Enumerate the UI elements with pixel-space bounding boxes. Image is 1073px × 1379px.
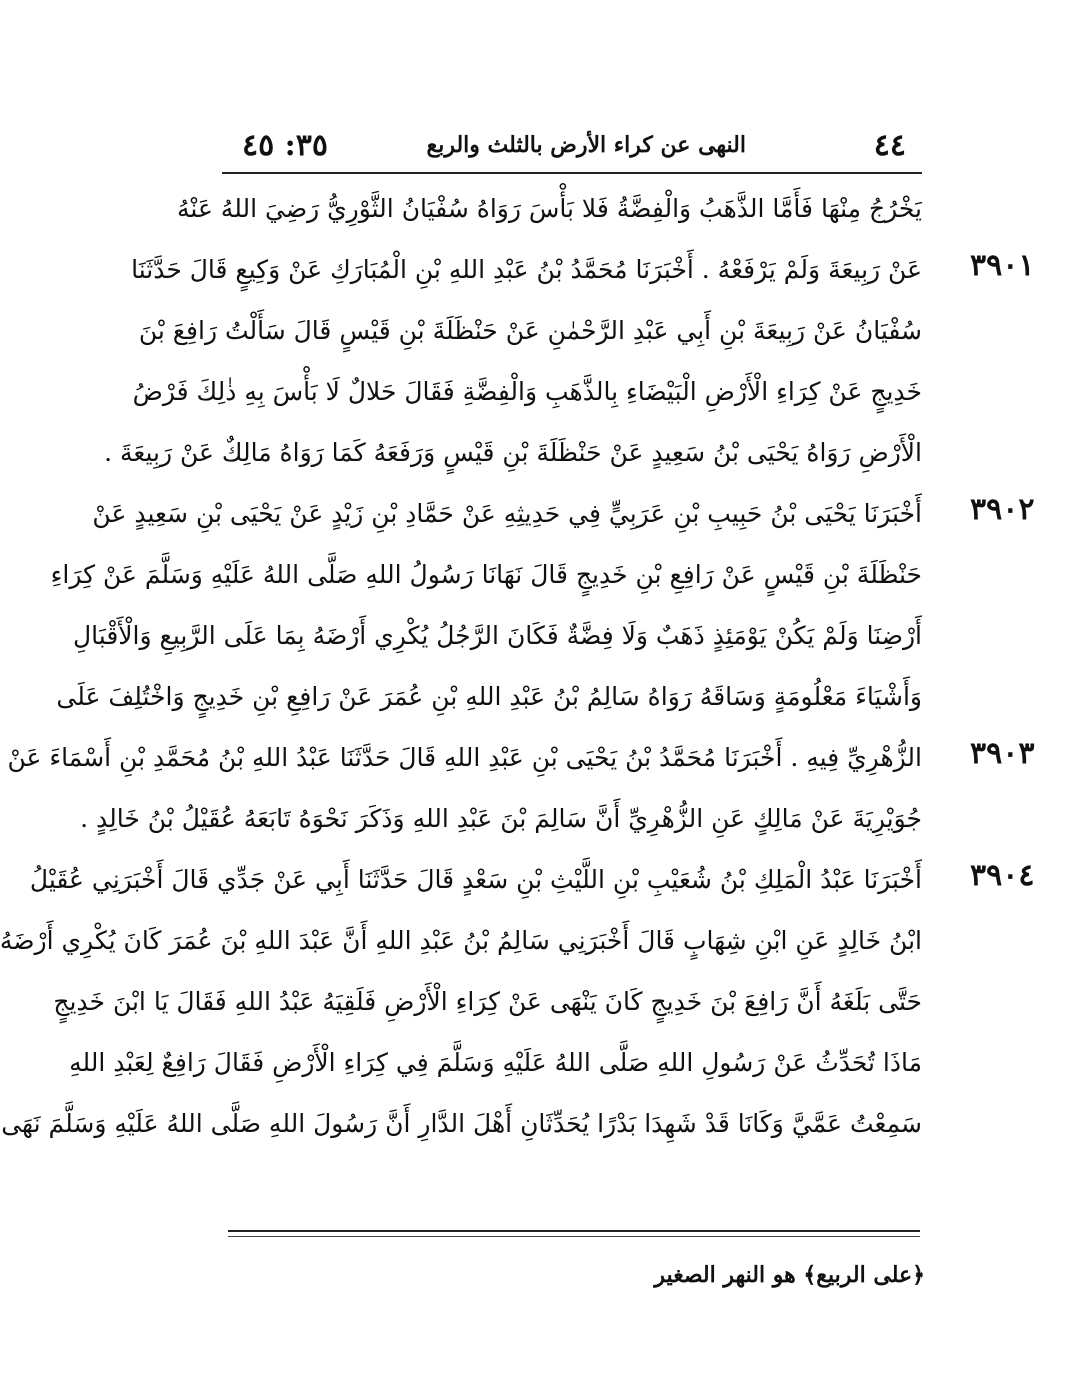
text-line: جُوَيْرِيَةَ عَنْ مَالِكٍ عَنِ الزُّهْرِيِّ أَنَّ سَالِمَ بْنَ عَبْدِ اللهِ وَذَكَرَ نَحْوَهُ تَابَعَهُ عُقَيْلُ بْنُ خَالِدٍ . xyxy=(80,804,922,833)
text-line: عَنْ رَبِيعَةَ وَلَمْ يَرْفَعْهُ . أَخْبَرَنَا مُحَمَّدُ بْنُ عَبْدِ اللهِ بْنِ الْمُبَارَكِ عَنْ وَكِيعٍ قَالَ حَدَّثَنَا xyxy=(131,255,922,284)
main-text xyxy=(0,178,922,1154)
footnote-rule xyxy=(228,1230,920,1232)
text-line: أَرْضِنَا وَلَمْ يَكُنْ يَوْمَئِذٍ ذَهَبٌ وَلَا فِضَّةٌ فَكَانَ الرَّجُلُ يُكْرِي أَرْضَهُ بِمَا عَلَى الرَّبِيعِ وَالْأَقْبَالِ xyxy=(73,621,922,650)
page-number: ٤٤ xyxy=(873,128,906,163)
hadith-number: ٣٩٠٣ xyxy=(970,736,1035,771)
hadith-number: ٣٩٠٤ xyxy=(970,858,1035,893)
text-line: خَدِيجٍ عَنْ كِرَاءِ الْأَرْضِ الْبَيْضَاءِ بِالذَّهَبِ وَالْفِضَّةِ فَقَالَ حَلالٌ لَا بَأْسَ بِهِ ذٰلِكَ فَرْضُ xyxy=(132,377,922,406)
text-line: أَخْبَرَنَا يَحْيَى بْنُ حَبِيبِ بْنِ عَرَبِيٍّ فِي حَدِيثِهِ عَنْ حَمَّادِ بْنِ زَيْدٍ عَنْ يَحْيَى بْنِ سَعِيدٍ عَنْ xyxy=(92,499,922,528)
running-title: النهى عن كراء الأرض بالثلث والربع xyxy=(426,132,746,158)
header-rule xyxy=(222,172,922,174)
text-line: الزُّهْرِيِّ فِيهِ . أَخْبَرَنَا مُحَمَّدُ بْنُ يَحْيَى بْنِ عَبْدِ اللهِ قَالَ حَدَّثَنَا عَبْدُ اللهِ بْنُ مُحَمَّدِ بْنِ أَسْمَاءَ عَنْ xyxy=(7,743,922,772)
text-line: مَاذَا تُحَدِّثُ عَنْ رَسُولِ اللهِ صَلَّى اللهُ عَلَيْهِ وَسَلَّمَ فِي كِرَاءِ الْأَرْضِ فَقَالَ رَافِعٌ لِعَبْدِ اللهِ xyxy=(69,1048,922,1077)
text-line: سُفْيَانُ عَنْ رَبِيعَةَ بْنِ أَبِي عَبْدِ الرَّحْمٰنِ عَنْ حَنْظَلَةَ بْنِ قَيْسٍ قَالَ سَأَلْتُ رَافِعَ بْنَ xyxy=(138,316,922,345)
text-line: ابْنُ خَالِدٍ عَنِ ابْنِ شِهَابٍ قَالَ أَخْبَرَنِي سَالِمُ بْنُ عَبْدِ اللهِ أَنَّ عَبْدَ اللهِ بْنَ عُمَرَ كَانَ يُكْرِي أَرْضَهُ xyxy=(0,926,922,955)
hadith-number: ٣٩٠١ xyxy=(970,248,1035,283)
text-line: حَتَّى بَلَغَهُ أَنَّ رَافِعَ بْنَ خَدِيجٍ كَانَ يَنْهَى عَنْ كِرَاءِ الْأَرْضِ فَلَقِيَهُ عَبْدُ اللهِ فَقَالَ يَا ابْنَ خَدِيجٍ xyxy=(53,987,922,1016)
text-line: الْأَرْضِ رَوَاهُ يَحْيَى بْنُ سَعِيدٍ عَنْ حَنْظَلَةَ بْنِ قَيْسٍ وَرَفَعَهُ كَمَا رَوَاهُ مَالِكٌ عَنْ رَبِيعَةَ . xyxy=(104,438,922,467)
chapter-reference: ٣٥: ٤٥ xyxy=(242,128,328,163)
text-line: أَخْبَرَنَا عَبْدُ الْمَلِكِ بْنُ شُعَيْبِ بْنِ اللَّيْثِ بْنِ سَعْدٍ قَالَ حَدَّثَنَا أَبِي عَنْ جَدِّي قَالَ أَخْبَرَنِي عُقَيْلُ xyxy=(29,865,922,894)
text-line: يَخْرُجُ مِنْهَا فَأَمَّا الذَّهَبُ وَالْفِضَّةُ فَلا بَأْسَ رَوَاهُ سُفْيَانُ الثَّوْرِيُّ رَضِيَ اللهُ عَنْهُ xyxy=(177,194,922,223)
text-line: حَنْظَلَةَ بْنِ قَيْسٍ عَنْ رَافِعِ بْنِ خَدِيجٍ قَالَ نَهَانَا رَسُولُ اللهِ صَلَّى اللهُ عَلَيْهِ وَسَلَّمَ عَنْ كِرَاءِ xyxy=(50,560,922,589)
text-line: سَمِعْتُ عَمَّيَّ وَكَانَا قَدْ شَهِدَا بَدْرًا يُحَدِّثَانِ أَهْلَ الدَّارِ أَنَّ رَسُولَ اللهِ صَلَّى اللهُ عَلَيْهِ وَسَلَّمَ نَهَى xyxy=(1,1109,922,1138)
text-line: وَأَشْيَاءَ مَعْلُومَةٍ وَسَاقَهُ رَوَاهُ سَالِمُ بْنُ عَبْدِ اللهِ بْنِ عُمَرَ عَنْ رَافِعِ بْنِ خَدِيجٍ وَاخْتُلِفَ عَلَى xyxy=(56,682,922,711)
footnote: ﴿على الربيع﴾ هو النهر الصغير xyxy=(654,1262,925,1288)
footnote-rule-thin xyxy=(228,1236,920,1237)
page-header xyxy=(226,128,916,168)
hadith-number: ٣٩٠٢ xyxy=(970,492,1035,527)
